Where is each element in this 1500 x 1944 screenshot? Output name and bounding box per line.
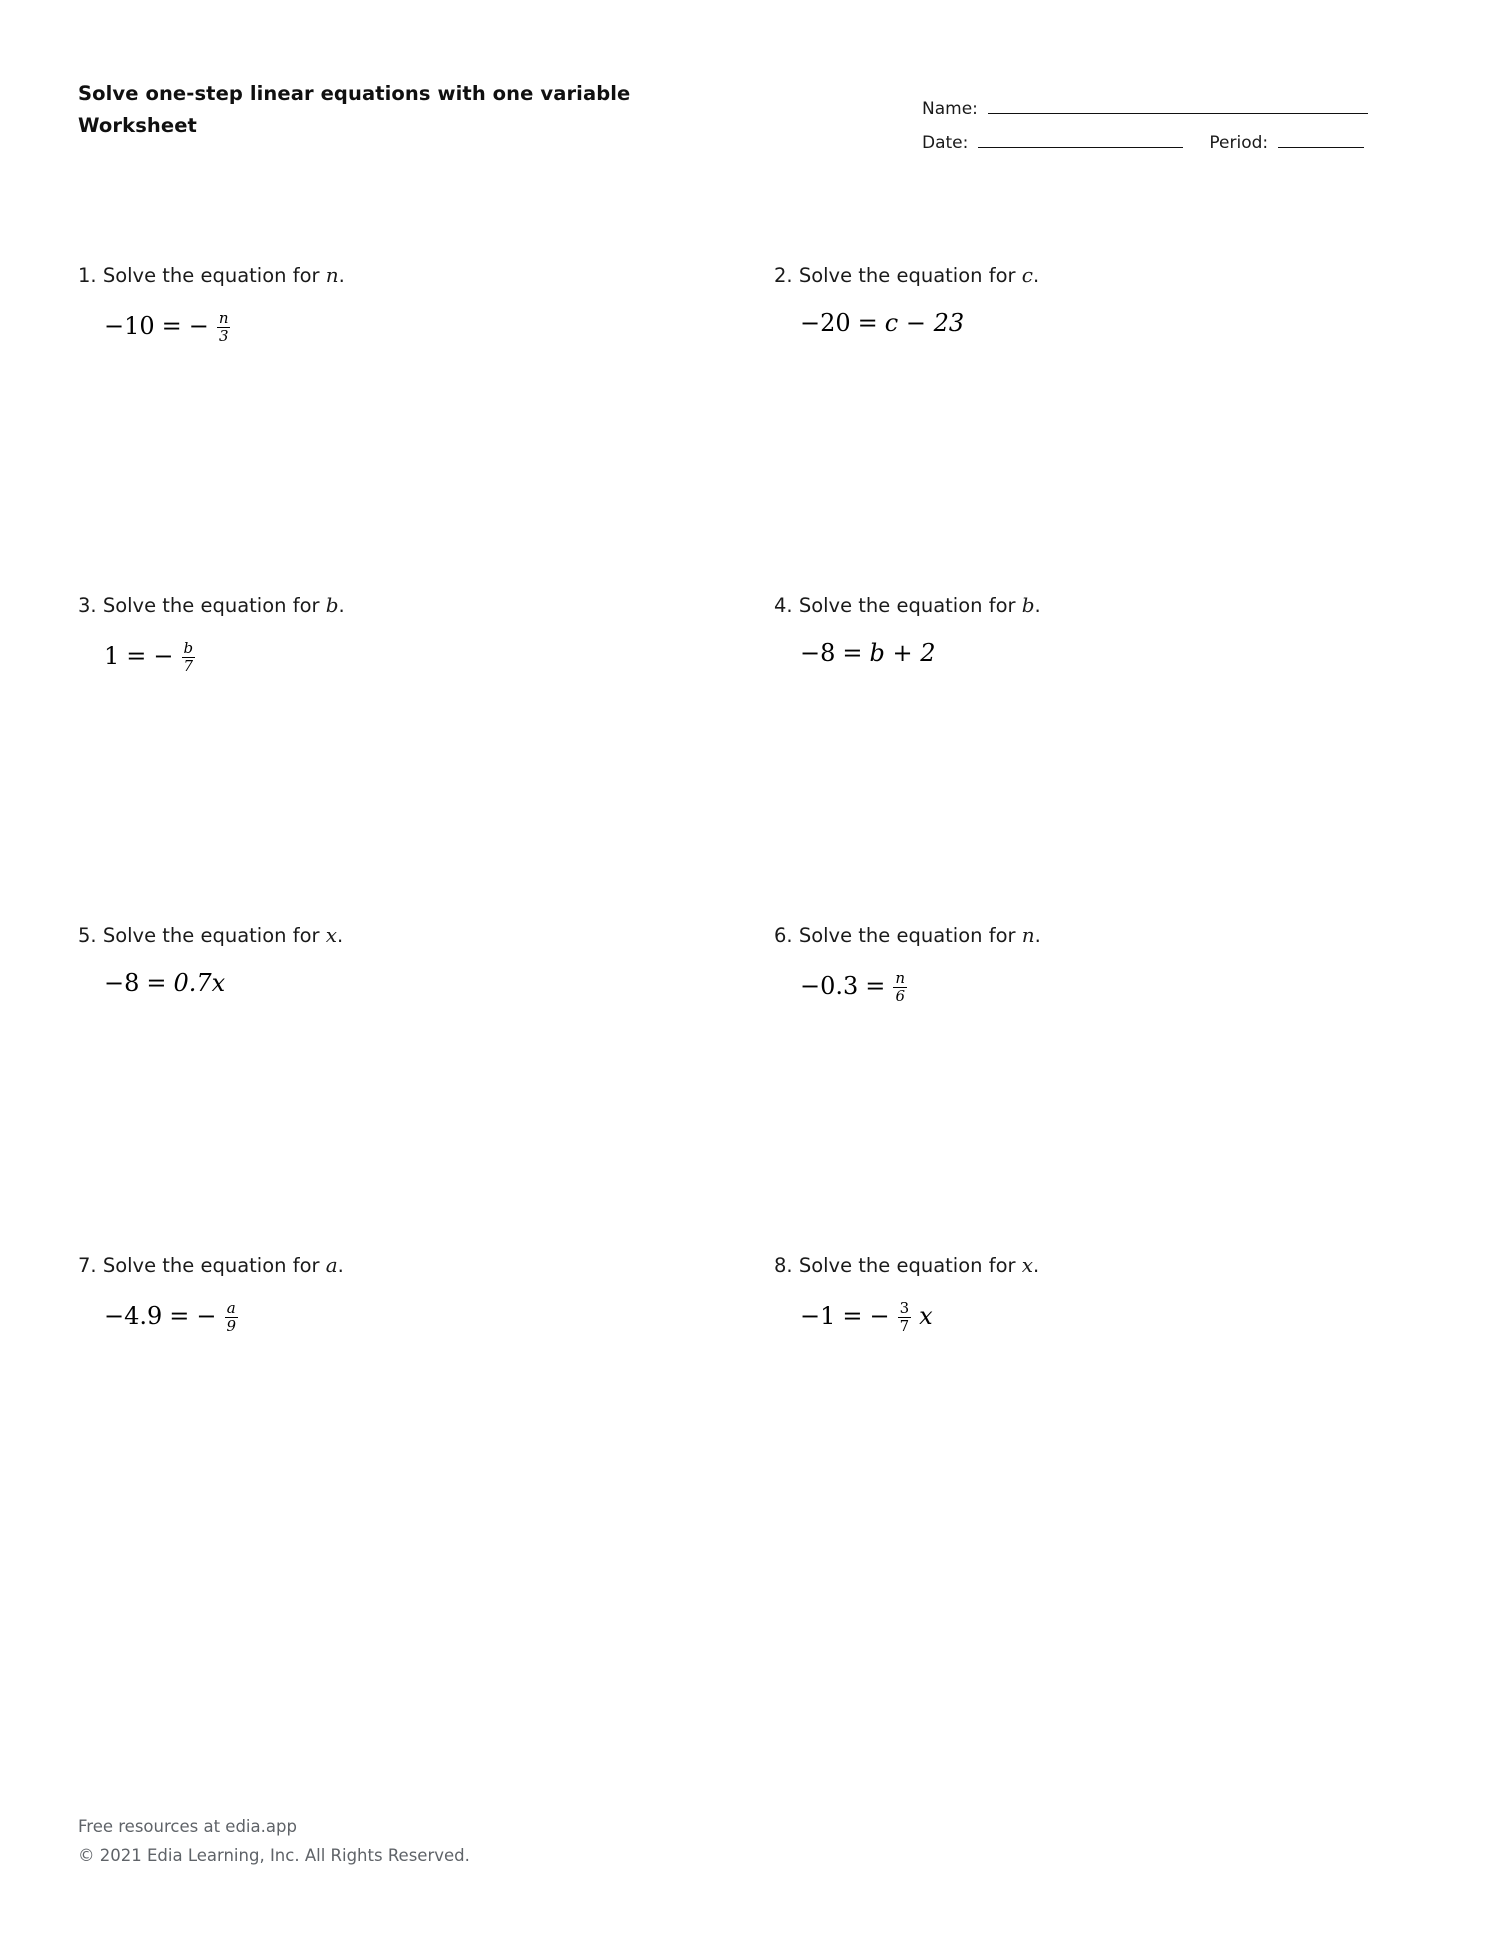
problem-3-fraction — [182, 640, 196, 673]
problem-3-equals: = — [126, 642, 147, 670]
problem-6-number: 6. — [774, 924, 793, 947]
problem-4-equals: = — [842, 639, 863, 668]
problem-8-prompt — [774, 1252, 1422, 1279]
problem-7-prompt-text: Solve the equation for — [102, 1254, 320, 1277]
problem-1-prompt-text: Solve the equation for — [102, 264, 320, 287]
problem-4-number: 4. — [774, 594, 793, 617]
problem-row — [78, 592, 1422, 922]
problem-1-number: 1. — [78, 264, 97, 287]
problem-7-denominator: 9 — [226, 1316, 237, 1335]
problem-6 — [750, 922, 1422, 1252]
problem-7-prompt-suffix: . — [337, 1254, 344, 1277]
problem-4-rhs: b + 2 — [869, 639, 936, 668]
footer-resources-line: Free resources at edia.app — [78, 1817, 297, 1837]
problem-1-prompt — [78, 262, 750, 289]
problem-5-prompt-suffix: . — [337, 924, 344, 947]
problem-6-fraction — [893, 970, 907, 1003]
problem-2-variable: c — [1021, 263, 1033, 287]
problem-3 — [78, 592, 750, 922]
problem-6-variable: n — [1021, 923, 1035, 947]
problem-2-prompt-text: Solve the equation for — [798, 264, 1016, 287]
page-title-line-2: Worksheet — [78, 113, 197, 137]
problem-7-lhs: −4.9 — [104, 1302, 163, 1330]
problem-8-equation — [800, 1299, 1422, 1335]
problem-8-numerator: 3 — [899, 1299, 910, 1318]
problem-8-rhs-sign: − — [869, 1302, 890, 1330]
problem-grid — [78, 262, 1422, 1582]
problem-4-equation — [800, 639, 1422, 667]
problem-8-number: 8. — [774, 1254, 793, 1277]
problem-4-prompt-text: Solve the equation for — [798, 594, 1016, 617]
page-title-line-1: Solve one-step linear equations with one variable — [78, 82, 631, 105]
problem-1-denominator: 3 — [218, 326, 229, 345]
problem-2-number: 2. — [774, 264, 793, 287]
problem-5-lhs: −8 — [104, 969, 140, 998]
problem-3-lhs: 1 — [104, 642, 120, 670]
problem-6-prompt-text: Solve the equation for — [798, 924, 1016, 947]
worksheet-header — [78, 78, 1422, 168]
problem-6-numerator: n — [895, 969, 906, 988]
problem-row — [78, 1252, 1422, 1582]
problem-7 — [78, 1252, 750, 1582]
problem-1-prompt-suffix: . — [338, 264, 345, 287]
problem-2-lhs: −20 — [800, 309, 851, 338]
problem-2-prompt — [774, 262, 1422, 289]
problem-row — [78, 262, 1422, 592]
problem-1-rhs-sign: − — [188, 312, 209, 340]
problem-4-prompt-suffix: . — [1034, 594, 1041, 617]
problem-6-denominator: 6 — [895, 986, 905, 1005]
page-footer — [78, 1813, 470, 1870]
footer-copyright-line: © 2021 Edia Learning, Inc. All Rights Reserved. — [78, 1845, 470, 1865]
problem-2 — [750, 262, 1422, 592]
date-period-row — [922, 120, 1422, 154]
problem-5-equation — [104, 969, 750, 997]
problem-8-fraction — [898, 1300, 912, 1333]
student-info-block — [922, 86, 1422, 154]
problem-3-number: 3. — [78, 594, 97, 617]
problem-1 — [78, 262, 750, 592]
problem-8-variable: x — [1021, 1253, 1034, 1277]
problem-5-prompt — [78, 922, 750, 949]
problem-3-equation — [104, 639, 750, 675]
problem-8-equals: = — [842, 1302, 863, 1330]
problem-5-prompt-text: Solve the equation for — [102, 924, 320, 947]
problem-5-number: 5. — [78, 924, 97, 947]
problem-5-variable: x — [325, 923, 338, 947]
problem-8-prompt-text: Solve the equation for — [798, 1254, 1016, 1277]
problem-3-variable: b — [325, 593, 339, 617]
problem-2-rhs: c − 23 — [884, 309, 965, 338]
problem-2-equals: = — [857, 309, 878, 338]
problem-5-rhs: 0.7x — [173, 969, 226, 998]
problem-3-denominator: 7 — [183, 656, 194, 675]
problem-3-prompt-suffix: . — [338, 594, 345, 617]
problem-6-prompt — [774, 922, 1422, 949]
problem-8 — [750, 1252, 1422, 1582]
problem-4-lhs: −8 — [800, 639, 836, 668]
problem-row — [78, 922, 1422, 1252]
problem-1-equals: = — [161, 312, 182, 340]
problem-1-equation — [104, 309, 750, 345]
name-row — [922, 86, 1422, 120]
name-label: Name: — [922, 99, 978, 119]
problem-2-prompt-suffix: . — [1032, 264, 1040, 287]
problem-2-equation — [800, 309, 1422, 337]
problem-6-equation — [800, 969, 1422, 1005]
problem-1-numerator: n — [218, 309, 229, 328]
problem-5-equals: = — [146, 969, 167, 998]
problem-8-lhs: −1 — [800, 1302, 836, 1330]
date-label: Date: — [922, 133, 969, 153]
problem-7-fraction — [225, 1300, 239, 1333]
page-title — [78, 78, 718, 141]
problem-8-denominator: 7 — [899, 1316, 910, 1335]
problem-7-numerator: a — [226, 1299, 236, 1318]
period-input-line[interactable] — [1278, 147, 1364, 148]
problem-7-variable: a — [325, 1253, 338, 1277]
date-input-line[interactable] — [978, 147, 1183, 148]
problem-7-rhs-sign: − — [196, 1302, 217, 1330]
problem-7-equals: = — [169, 1302, 190, 1330]
problem-1-lhs: −10 — [104, 312, 155, 340]
problem-7-equation — [104, 1299, 750, 1335]
problem-6-prompt-suffix: . — [1034, 924, 1041, 947]
problem-6-equals: = — [865, 972, 886, 1000]
problem-8-rhs-tail: x — [919, 1302, 933, 1330]
problem-3-prompt-text: Solve the equation for — [102, 594, 320, 617]
period-label: Period: — [1209, 133, 1269, 153]
problem-3-prompt — [78, 592, 750, 619]
problem-1-variable: n — [325, 263, 339, 287]
problem-7-number: 7. — [78, 1254, 97, 1277]
problem-5 — [78, 922, 750, 1252]
problem-4-prompt — [774, 592, 1422, 619]
name-input-line[interactable] — [988, 113, 1368, 114]
problem-4-variable: b — [1021, 593, 1035, 617]
problem-6-lhs: −0.3 — [800, 972, 859, 1000]
problem-1-fraction — [217, 310, 231, 343]
problem-7-prompt — [78, 1252, 750, 1279]
problem-3-rhs-sign: − — [153, 642, 174, 670]
problem-8-prompt-suffix: . — [1033, 1254, 1040, 1277]
problem-3-numerator: b — [183, 639, 194, 658]
problem-4 — [750, 592, 1422, 922]
